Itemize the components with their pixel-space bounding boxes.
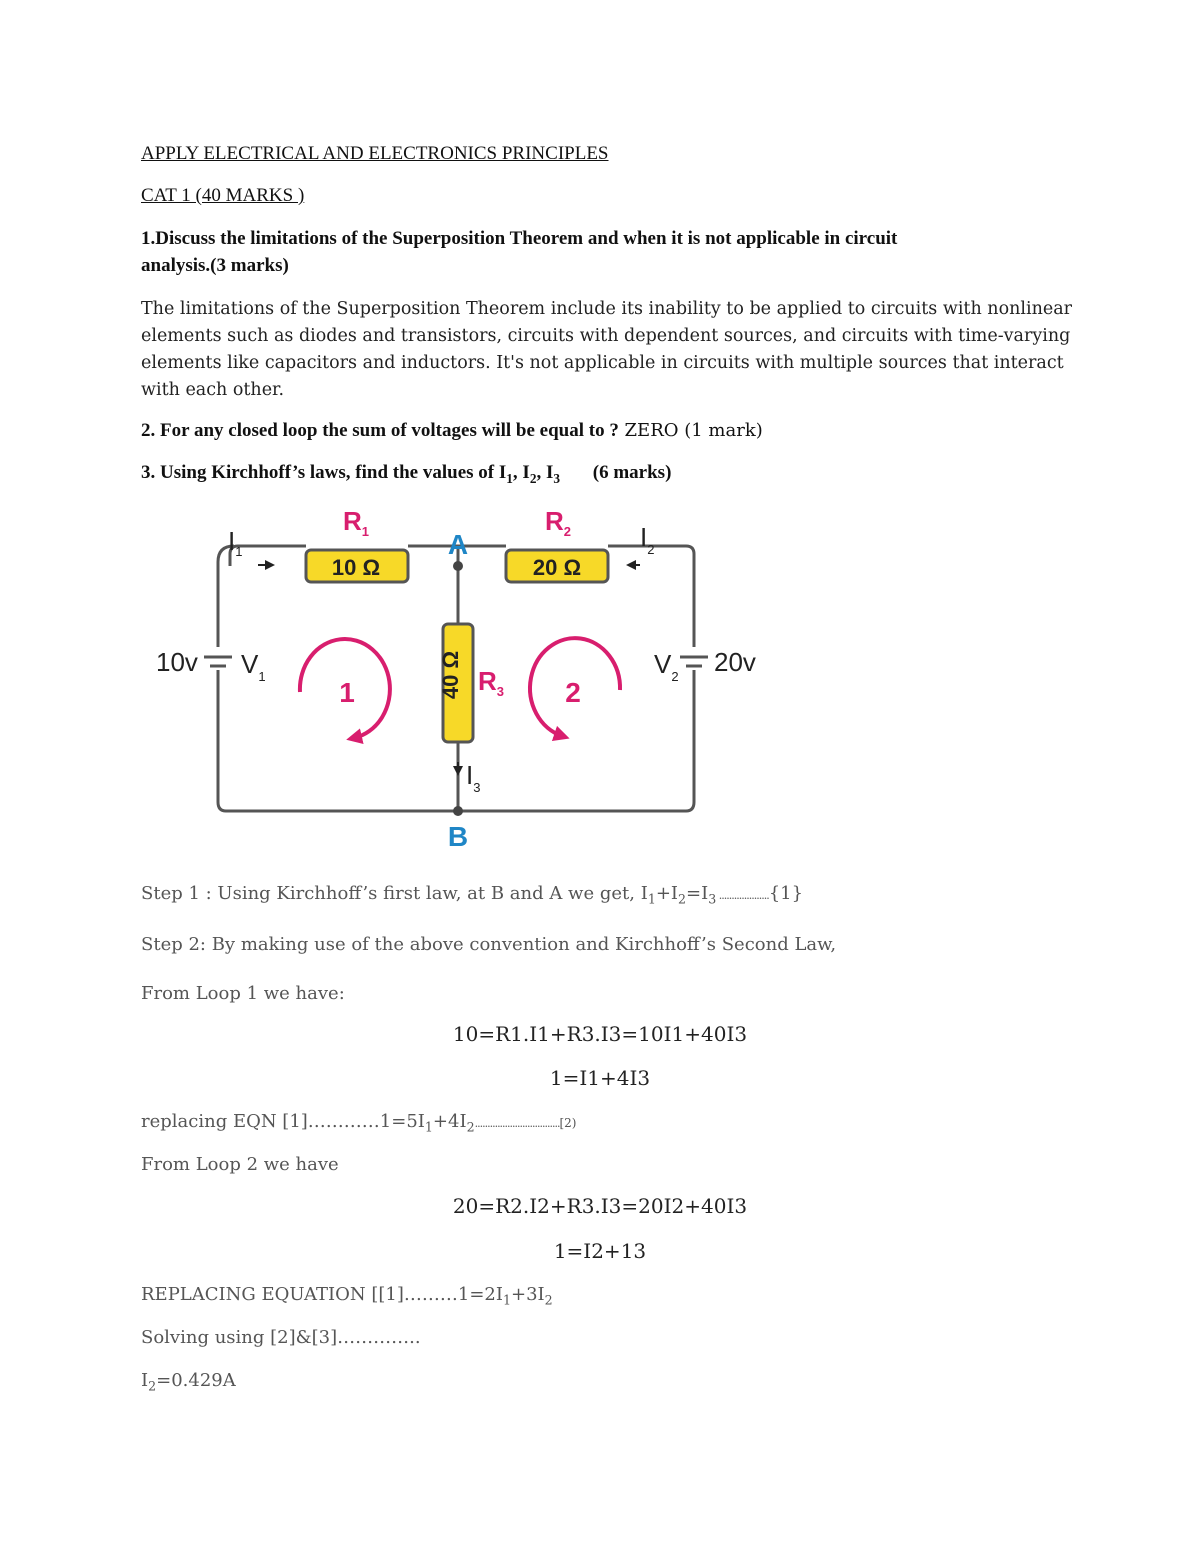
equation-1: 10=R1.I1+R3.I3=10I1+40I3	[452, 1022, 748, 1046]
result-line	[141, 1370, 236, 1394]
loop-2-heading: From Loop 2 we have	[141, 1154, 339, 1175]
r1-label: R	[342, 506, 362, 536]
wire-left	[218, 546, 234, 647]
cat-heading: CAT 1 (40 MARKS )	[141, 185, 305, 206]
step-1-sub-2: 2	[678, 891, 687, 907]
question-3	[141, 462, 671, 487]
replacing-equation-2-sub-2: 2	[544, 1292, 553, 1308]
question-1-line-1: 1.Discuss the limitations of the Superposition Theorem and when it is not applicable in circuit	[141, 228, 898, 249]
i2-sub: 2	[647, 542, 655, 557]
step-1	[141, 883, 803, 907]
replacing-eqn-1-mid: +4I	[432, 1111, 467, 1132]
replacing-equation-2	[141, 1284, 553, 1308]
i1-sub: 1	[235, 544, 243, 559]
r1-value: 10 Ω	[331, 555, 381, 580]
question-3-sub-1: 1	[506, 470, 513, 486]
question-3-marks: (6 marks)	[592, 462, 672, 483]
svg-text:R2	[545, 506, 571, 539]
step-1-tag: {1}	[768, 883, 804, 904]
loop-1-label: 1	[339, 677, 355, 708]
equation-2: 1=I1+4I3	[549, 1066, 651, 1090]
result-value: =0.429A	[156, 1370, 236, 1391]
r2-value: 20 Ω	[532, 555, 582, 580]
document-title: APPLY ELECTRICAL AND ELECTRONICS PRINCIPLES	[141, 143, 609, 164]
svg-text:I3	[466, 760, 480, 795]
node-b-label: B	[447, 821, 469, 852]
v2-sub: 2	[671, 669, 679, 684]
r3-label: R	[478, 666, 497, 696]
wire-top-right	[608, 546, 694, 647]
replacing-eqn-1-sub-1: 1	[424, 1119, 433, 1135]
step-1-text: Step 1 : Using Kirchhoff’s first law, at B and A we get, I	[141, 883, 648, 904]
v2-value: 20v	[714, 647, 756, 677]
question-3-sep-1: , I	[512, 462, 530, 483]
answer-1-line-1: The limitations of the Superposition Theorem include its inability to be applied to circuits with nonlinear	[141, 299, 1072, 319]
battery-v2	[680, 657, 708, 666]
svg-text:I1	[228, 526, 242, 559]
replacing-eqn-1-dots: ..................................	[474, 1117, 560, 1130]
node-a-label: A	[447, 529, 469, 560]
circuit-diagram	[140, 500, 780, 860]
question-2-text: 2. For any closed loop the sum of voltages will be equal to ?	[141, 420, 619, 441]
r3-value: 40 Ω	[438, 650, 463, 700]
solving-line: Solving using [2]&[3]…………..	[141, 1327, 421, 1348]
junction-b-dot	[453, 806, 463, 816]
answer-1-line-4: with each other.	[141, 380, 285, 400]
replacing-eqn-1-tag: [2)	[559, 1116, 577, 1130]
r2-sub: 2	[563, 524, 572, 539]
answer-1-line-3: elements like capacitors and inductors. It's not applicable in circuits with multiple sources that interact	[141, 353, 1064, 373]
question-3-text: 3. Using Kirchhoff’s laws, find the values of I	[141, 462, 507, 483]
replacing-eqn-1-text: replacing EQN [1]…………1=5I	[141, 1111, 425, 1132]
step-1-sub-1: 1	[647, 891, 656, 907]
i1-label: I	[228, 526, 236, 556]
r2-label: R	[544, 506, 564, 536]
step-1-eq: =I	[686, 883, 709, 904]
loop-2-label: 2	[565, 677, 581, 708]
v1-sub: 1	[258, 669, 266, 684]
loop-1-heading: From Loop 1 we have:	[141, 983, 345, 1004]
junction-a-dot	[453, 561, 463, 571]
step-2: Step 2: By making use of the above convention and Kirchhoff’s Second Law,	[141, 934, 837, 955]
replacing-eqn-1-sub-2: 2	[466, 1119, 475, 1135]
r1-sub: 1	[361, 524, 370, 539]
svg-text:I2	[640, 522, 654, 557]
replacing-equation-2-sub-1: 1	[502, 1292, 511, 1308]
question-3-sub-2: 2	[529, 470, 537, 486]
replacing-equation-2-mid: +3I	[511, 1284, 545, 1305]
result-sub: 2	[148, 1378, 157, 1394]
question-2	[141, 420, 763, 442]
i3-label: I	[466, 760, 474, 790]
equation-3: 20=R2.I2+R3.I3=20I2+40I3	[452, 1194, 748, 1218]
answer-1-line-2: elements such as diodes and transistors, circuits with dependent sources, and circuits with time-varying	[141, 326, 1071, 346]
svg-text:R3	[478, 666, 504, 699]
question-3-sep-2: , I	[536, 462, 554, 483]
battery-v1	[204, 657, 232, 666]
i3-sub: 3	[473, 780, 481, 795]
replacing-eqn-1	[141, 1111, 576, 1135]
replacing-equation-2-text: REPLACING EQUATION [[1]………1=2I	[141, 1284, 503, 1305]
step-1-sub-3: 3	[708, 891, 717, 907]
result-symbol: I	[141, 1370, 149, 1391]
step-1-dots: ....................	[716, 889, 769, 902]
v1-value: 10v	[156, 647, 198, 677]
question-1-line-2: analysis.(3 marks)	[141, 255, 289, 276]
v2-label: V	[654, 649, 672, 679]
svg-text:V1	[241, 649, 266, 684]
i2-label: I	[640, 522, 648, 552]
r3-sub: 3	[496, 684, 505, 699]
question-2-answer: ZERO (1 mark)	[618, 420, 763, 441]
v1-label: V	[241, 649, 259, 679]
svg-text:V2	[654, 649, 679, 684]
svg-text:R1	[343, 506, 369, 539]
equation-4: 1=I2+13	[553, 1239, 647, 1263]
question-3-sub-3: 3	[553, 470, 561, 486]
step-1-plus: +I	[655, 883, 679, 904]
